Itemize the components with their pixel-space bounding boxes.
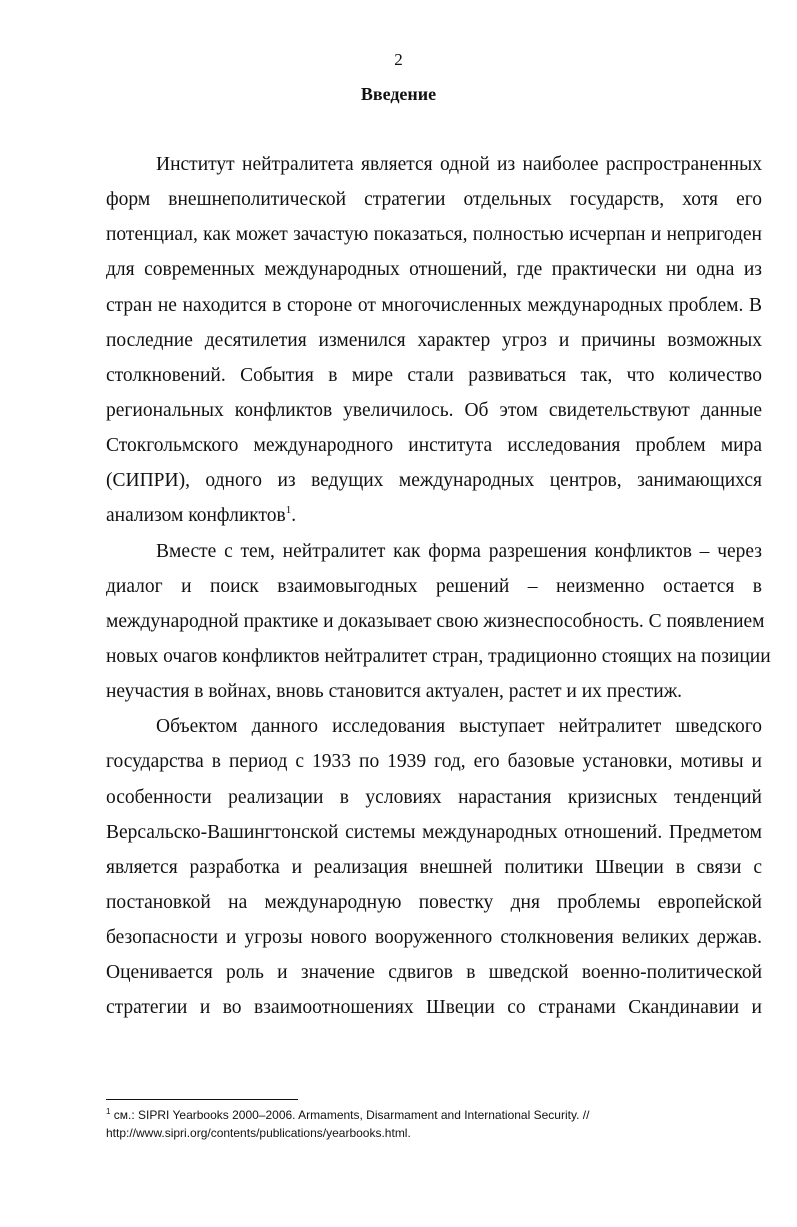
footnote-separator: [106, 1099, 298, 1100]
section-heading: Введение: [360, 84, 437, 104]
text-line: для современных международных отношений, где практически ни одна из: [106, 259, 762, 281]
footnote-reference[interactable]: 1: [285, 504, 292, 517]
body-text: [106, 147, 771, 1026]
text-line: государства в период с 1933 по 1939 год, его базовые установки, мотивы и: [106, 751, 762, 773]
text-line: неучастия в войнах, вновь становится актуален, растет и их престиж.: [106, 681, 683, 703]
paragraph-2: [106, 534, 771, 710]
footnote-line-1: [106, 1106, 726, 1124]
text-line: (СИПРИ), одного из ведущих международных центров, занимающихся: [106, 470, 762, 492]
text-line: постановкой на международную повестку дня проблемы европейской: [106, 891, 762, 913]
text-line: Версальско-Вашингтонской системы международных отношений. Предметом: [106, 821, 762, 843]
text-line-last: [106, 498, 762, 533]
paragraph-1: [106, 147, 762, 534]
text-line: Оценивается роль и значение сдвигов в шведской военно-политической: [106, 962, 762, 984]
footnote-url[interactable]: http://www.sipri.org/contents/publications/yearbooks.html.: [106, 1126, 411, 1140]
text-line: Вместе с тем, нейтралитет как форма разрешения конфликтов – через: [156, 540, 762, 562]
sentence-end: .: [291, 505, 297, 527]
footnote-marker: 1: [106, 1107, 111, 1116]
text-line: стратегии и во взаимоотношениях Швеции со странами Скандинавии и: [106, 997, 762, 1019]
paragraph-3: [106, 709, 762, 1025]
text-line: диалог и поиск взаимовыгодных решений – неизменно остается в: [106, 575, 762, 597]
footnote-citation: см.: SIPRI Yearbooks 2000–2006. Armaments, Disarmament and International Security. //: [110, 1108, 590, 1122]
text-line: Стокгольмского международного института исследования проблем мира: [106, 435, 762, 457]
page-number: 2: [394, 50, 403, 69]
text-line: стран не находится в стороне от многочисленных международных проблем. В: [106, 294, 762, 316]
text-line: форм внешнеполитической стратегии отдельных государств, хотя его: [106, 189, 762, 211]
text-line: безопасности и угрозы нового вооруженного столкновения великих держав.: [106, 927, 762, 949]
text-line: Институт нейтралитета является одной из наиболее распространенных: [156, 154, 762, 175]
text-line: новых очагов конфликтов нейтралитет стран, традиционно стоящих на позиции: [106, 645, 771, 667]
text-line: является разработка и реализация внешней политики Швеции в связи с: [106, 856, 762, 878]
text-line: Объектом данного исследования выступает нейтралитет шведского: [156, 716, 762, 738]
footnote: [106, 1106, 726, 1142]
text-line: международной практике и доказывает свою жизнеспособность. С появлением: [106, 610, 765, 632]
text-line: столкновений. События в мире стали развиваться так, что количество: [106, 364, 762, 386]
text-line: особенности реализации в условиях нарастания кризисных тенденций: [106, 786, 762, 808]
text-line: последние десятилетия изменился характер угроз и причины возможных: [106, 329, 762, 351]
text-line: региональных конфликтов увеличилось. Об этом свидетельствуют данные: [106, 399, 762, 421]
text-line: анализом конфликтов: [106, 505, 286, 527]
text-line: потенциал, как может зачастую показаться, полностью исчерпан и непригоден: [106, 224, 762, 246]
